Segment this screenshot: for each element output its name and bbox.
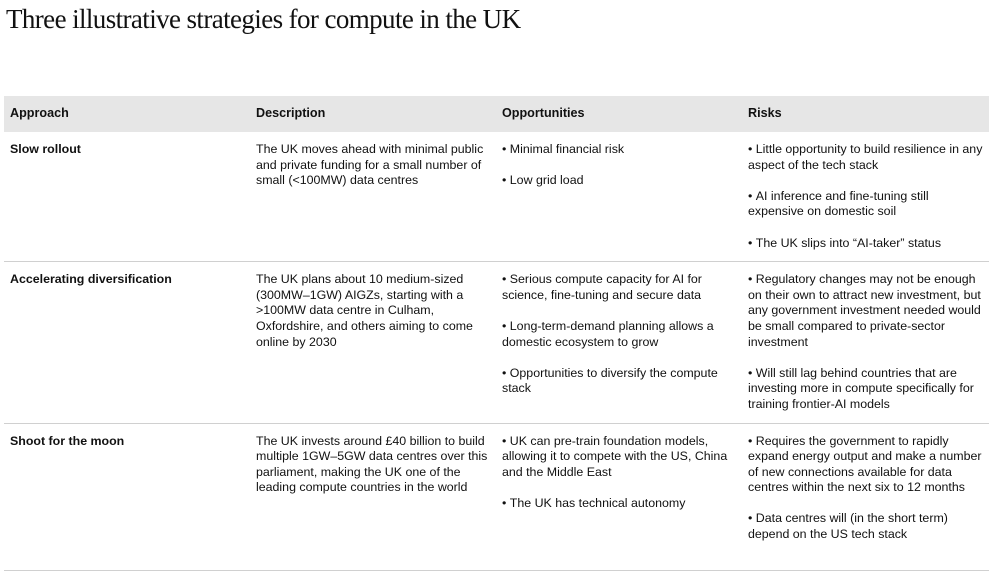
table-row: [4, 423, 989, 570]
header-risks: Risks: [748, 106, 782, 121]
list-item: • Serious compute capacity for AI for science, fine-tuning and secure data: [502, 272, 736, 303]
list-item: • Regulatory changes may not be enough on their own to attract new investment, but any government investment needed would be small compared to private-sector investment: [748, 272, 983, 350]
risks-list: [748, 434, 983, 543]
opportunities-list: [502, 142, 736, 189]
list-item: • The UK slips into “AI-taker” status: [748, 236, 983, 252]
approach-cell: Accelerating diversification: [4, 262, 250, 423]
header-opportunities: Opportunities: [502, 106, 585, 121]
description-cell: The UK invests around £40 billion to build multiple 1GW–5GW data centres over this parliament, making the UK one of the leading compute countries in the world: [250, 423, 496, 570]
list-item: • UK can pre-train foundation models, allowing it to compete with the US, China and the Middle East: [502, 434, 736, 481]
table-header: [4, 96, 989, 132]
risks-cell: [742, 132, 989, 262]
opportunities-cell: [496, 262, 742, 423]
risks-cell: [742, 423, 989, 570]
strategy-table: [4, 96, 989, 571]
list-item: • Data centres will (in the short term) depend on the US tech stack: [748, 511, 983, 542]
list-item: • Requires the government to rapidly expand energy output and make a number of new connections available for data centres within the next six to 12 months: [748, 434, 983, 496]
opportunities-list: [502, 272, 736, 397]
header-row: [4, 96, 989, 132]
table-row: [4, 132, 989, 262]
risks-list: [748, 272, 983, 412]
header-description: Description: [256, 106, 326, 121]
opportunities-list: [502, 434, 736, 512]
opportunities-cell: [496, 423, 742, 570]
list-item: • Long-term-demand planning allows a domestic ecosystem to grow: [502, 319, 736, 350]
approach-cell: Slow rollout: [4, 132, 250, 262]
list-item: • Opportunities to diversify the compute stack: [502, 366, 736, 397]
risks-list: [748, 142, 983, 251]
description-cell: The UK moves ahead with minimal public and private funding for a small number of small (<100MW) data centres: [250, 132, 496, 262]
opportunities-cell: [496, 132, 742, 262]
list-item: • Low grid load: [502, 173, 736, 189]
table-body: [4, 132, 989, 570]
list-item: • AI inference and fine-tuning still expensive on domestic soil: [748, 189, 983, 220]
description-cell: The UK plans about 10 medium-sized (300MW–1GW) AIGZs, starting with a >100MW data centre in Culham, Oxfordshire, and others aiming to come online by 2030: [250, 262, 496, 423]
header-approach: Approach: [10, 106, 69, 121]
list-item: • Minimal financial risk: [502, 142, 736, 158]
list-item: • The UK has technical autonomy: [502, 496, 736, 512]
risks-cell: [742, 262, 989, 423]
table-row: [4, 262, 989, 423]
page-title: Three illustrative strategies for compute in the UK: [6, 4, 521, 34]
list-item: • Will still lag behind countries that are investing more in compute specifically for training frontier-AI models: [748, 366, 983, 413]
list-item: • Little opportunity to build resilience in any aspect of the tech stack: [748, 142, 983, 173]
approach-cell: Shoot for the moon: [4, 423, 250, 570]
